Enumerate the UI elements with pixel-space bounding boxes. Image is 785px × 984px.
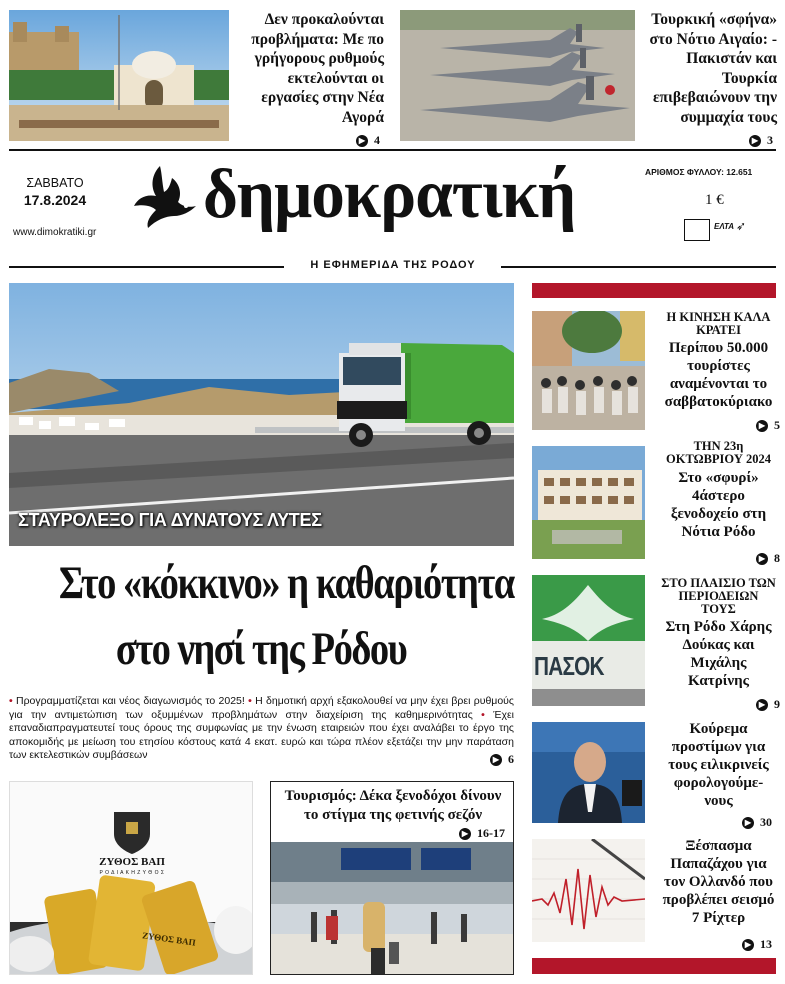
hotel-photo — [532, 446, 645, 559]
page-ref: ▶ 13 — [742, 937, 772, 952]
tagline-rule-right — [501, 266, 776, 268]
arrow-icon: ▶ — [756, 420, 768, 432]
newspaper-title[interactable]: δημοκρατική — [203, 156, 576, 233]
tagline: Η ΕΦΗΜΕΡΙΔΑ ΤΗΣ ΡΟΔΟΥ — [310, 259, 476, 271]
arrow-icon: ▶ — [742, 939, 754, 951]
page-ref: ▶ 30 — [742, 815, 772, 830]
sidebar-headline-2[interactable]: Στο «σφυρί» 4άστερο ξενοδοχείο στη Νότια Ρόδο — [670, 470, 767, 540]
sidebar-headline-5[interactable]: Ξέσπασμα Παπαζάχου για τον Ολλανδό που προβλέπει σεισμό 7 Ρίχτερ — [662, 838, 775, 926]
sidebar-bottom-bar — [532, 958, 776, 974]
sidebar-headline-4[interactable]: Κούρεμα προστίμων για τους ειλικρινείς φορολογούμε-νους — [668, 721, 769, 809]
new-market-photo — [9, 10, 229, 141]
sidebar-headline-1[interactable]: Περίπου 50.000 τουρίστες αναμένονται το σαββατοκύριακο — [664, 340, 773, 410]
arrow-icon: ▶ — [749, 135, 761, 147]
page-ref: ▶ 9 — [756, 697, 780, 712]
airport-photo — [271, 842, 514, 975]
sidebar-headline-3[interactable]: Στη Ρόδο Χάρης Δούκας και Μιχάλης Κατρίνης — [665, 619, 772, 689]
ad-subtitle: Ρ Ο Δ Ι Α Κ Η Ζ Υ Θ Ο Σ — [99, 870, 165, 876]
garbage-truck-photo — [9, 283, 514, 546]
bullet-icon: • — [9, 695, 13, 707]
pasok-photo — [532, 575, 645, 706]
bullet-icon: • — [481, 708, 485, 721]
page-ref: ▶ 6 — [490, 752, 514, 767]
page-ref: ▶ 3 — [749, 133, 773, 148]
tagline-rule-left — [9, 266, 284, 268]
postage-stamp-icon — [684, 219, 710, 241]
page-ref: ▶ 16-17 — [459, 826, 505, 841]
tourism-box[interactable] — [270, 781, 514, 975]
elta-logo: ΕΛΤΑ — [714, 221, 735, 231]
website-link[interactable]: www.dimokratiki.gr — [13, 227, 97, 238]
main-summary — [9, 695, 514, 763]
sidebar-kicker-1: Η ΚΙΝΗΣΗ ΚΑΛΑ ΚΡΑΤΕΙ — [666, 310, 771, 337]
page-ref: ▶ 8 — [756, 551, 780, 566]
bullet-icon: • — [248, 695, 252, 707]
photo-caption[interactable]: ΣΤΑΥΡΟΛΕΞΟ ΓΙΑ ΔΥΝΑΤΟΥΣ ΛΥΤΕΣ — [18, 510, 322, 530]
main-headline-line1[interactable]: Στο «κόκκινο» η καθαριότητα — [58, 557, 514, 609]
arrow-icon: ▶ — [459, 828, 471, 840]
tourism-headline[interactable]: Τουρισμός: Δέκα ξενοδόχοι δίνουν το στίγμα της φετινής σεζόν — [284, 788, 502, 823]
pasok-sign: ΠΑΣΟΚ — [534, 651, 604, 681]
arrow-icon: ▶ — [490, 754, 502, 766]
minister-photo — [532, 722, 645, 823]
seismograph-photo — [532, 839, 645, 942]
issue-number: ΑΡΙΘΜΟΣ ΦΥΛΛΟΥ: 12.651 — [645, 167, 753, 177]
ad-brand: ΖΥΘΟΣ ΒΑΠ — [99, 856, 165, 868]
summary-point-2: Η δημοτική αρχή εξακολουθεί να μην έχει βρει ρυθμούς για την αντιμετώπιση των οξυμμένων προβλημάτων στην διαχείριση της καθημερινότητας — [9, 695, 514, 721]
summary-point-1: Προγραμματίζεται και νέος διαγωνισμός το 2025! — [16, 695, 245, 707]
arrow-icon: ▶ — [742, 817, 754, 829]
arrow-icon: ▶ — [756, 699, 768, 711]
elta-bird-icon: ➶ — [736, 219, 747, 233]
jets-photo — [400, 10, 635, 141]
sidebar-kicker-3: ΣΤΟ ΠΛΑΙΣΙΟ ΤΩΝ ΠΕΡΙΟΔΕΙΩΝ ΤΟΥΣ — [661, 576, 776, 616]
new-market-headline[interactable]: Δεν προκαλούνται προβλήματα: Με πο γρήγορους ρυθμούς εκτελούνται οι εργασίες στην Νέα Αγορά — [251, 11, 384, 126]
beer-advert[interactable] — [9, 781, 253, 975]
sidebar-top-bar — [532, 283, 776, 298]
summary-point-3: Έχει επαναδιαπραγματευτεί τους όρους της συμφωνίας με την ένωση εταιρειών που έχει αναλάβει το έργο της αποκομιδής με μείωση του ετησίου κόστους κατά 4 εκατ. ευρώ και τώρα πλέον εξετάζει την μην παράταση των εκτελεστικών συμβάσεων — [9, 708, 514, 761]
masthead-date: 17.8.2024 — [23, 192, 87, 208]
price: 1 € — [705, 192, 724, 208]
masthead-day: ΣΑΒΒΑΤΟ — [26, 176, 84, 190]
page-ref: ▶ 5 — [756, 418, 780, 433]
main-headline-line2[interactable]: στο νησί της Ρόδου — [116, 623, 407, 675]
page-ref: ▶ 4 — [356, 133, 380, 148]
dove-logo-icon — [130, 160, 200, 232]
crowd-photo — [532, 311, 645, 430]
arrow-icon: ▶ — [356, 135, 368, 147]
can-label: ΖΥΘΟΣ ΒΑΠ — [141, 930, 197, 948]
arrow-icon: ▶ — [756, 553, 768, 565]
turkey-headline[interactable]: Τουρκική «σφήνα» στο Νότιο Αιγαίο: - Πακιστάν και Τουρκία επιβεβαιώνουν την συμμαχία τους — [649, 11, 777, 126]
sidebar-kicker-2: ΤΗΝ 23η ΟΚΤΩΒΡΙΟΥ 2024 — [666, 439, 771, 466]
